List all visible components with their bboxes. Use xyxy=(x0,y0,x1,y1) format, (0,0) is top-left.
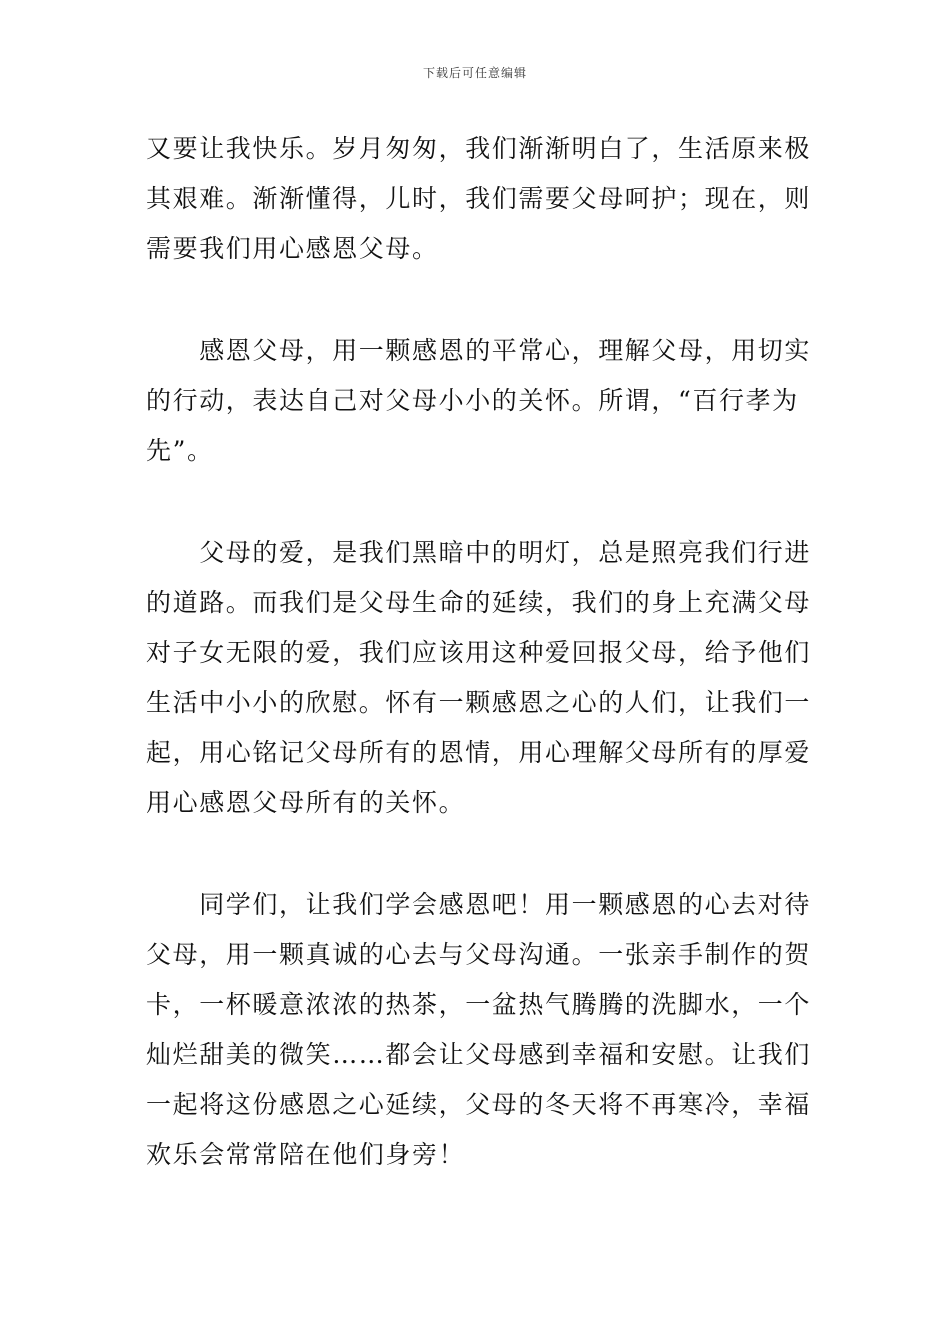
paragraph-4 xyxy=(146,880,812,1180)
text-line: 对子女无限的爱，我们应该用这种爱回报父母，给予他们 xyxy=(146,638,812,667)
text-line: 卡，一杯暖意浓浓的热茶，一盆热气腾腾的洗脚水，一个 xyxy=(146,990,812,1019)
text-line: 灿烂甜美的微笑……都会让父母感到幸福和安慰。让我们 xyxy=(146,1040,812,1069)
text-line: 生活中小小的欣慰。怀有一颗感恩之心的人们，让我们一 xyxy=(146,688,812,717)
text-line: 的道路。而我们是父母生命的延续，我们的身上充满父母 xyxy=(146,588,812,617)
paragraph-2 xyxy=(146,326,812,476)
text-line: 的行动，表达自己对父母小小的关怀。所谓，“百行孝为 xyxy=(146,386,799,415)
paragraph-1 xyxy=(146,124,812,274)
text-line: 父母，用一颗真诚的心去与父母沟通。一张亲手制作的贺 xyxy=(146,940,812,969)
text-line: 用心感恩父母所有的关怀。 xyxy=(146,788,466,817)
text-line: 起，用心铭记父母所有的恩情，用心理解父母所有的厚爱 xyxy=(146,738,812,767)
text-line: 父母的爱，是我们黑暗中的明灯，总是照亮我们行进 xyxy=(146,538,812,567)
text-line: 又要让我快乐。岁月匆匆，我们渐渐明白了，生活原来极 xyxy=(146,134,812,163)
page-header: 下载后可任意编辑 xyxy=(422,66,527,80)
document-body xyxy=(146,124,812,1232)
text-line: 感恩父母，用一颗感恩的平常心，理解父母，用切实 xyxy=(146,336,812,365)
text-line: 需要我们用心感恩父母。 xyxy=(146,234,439,263)
text-line: 一起将这份感恩之心延续，父母的冬天将不再寒冷，幸福 xyxy=(146,1090,812,1119)
text-line: 其艰难。渐渐懂得，儿时，我们需要父母呵护；现在，则 xyxy=(146,184,812,213)
text-line: 同学们，让我们学会感恩吧！用一颗感恩的心去对待 xyxy=(146,890,812,919)
paragraph-3 xyxy=(146,528,812,828)
text-line: 欢乐会常常陪在他们身旁！ xyxy=(146,1140,466,1169)
text-line: 先”。 xyxy=(146,436,214,465)
